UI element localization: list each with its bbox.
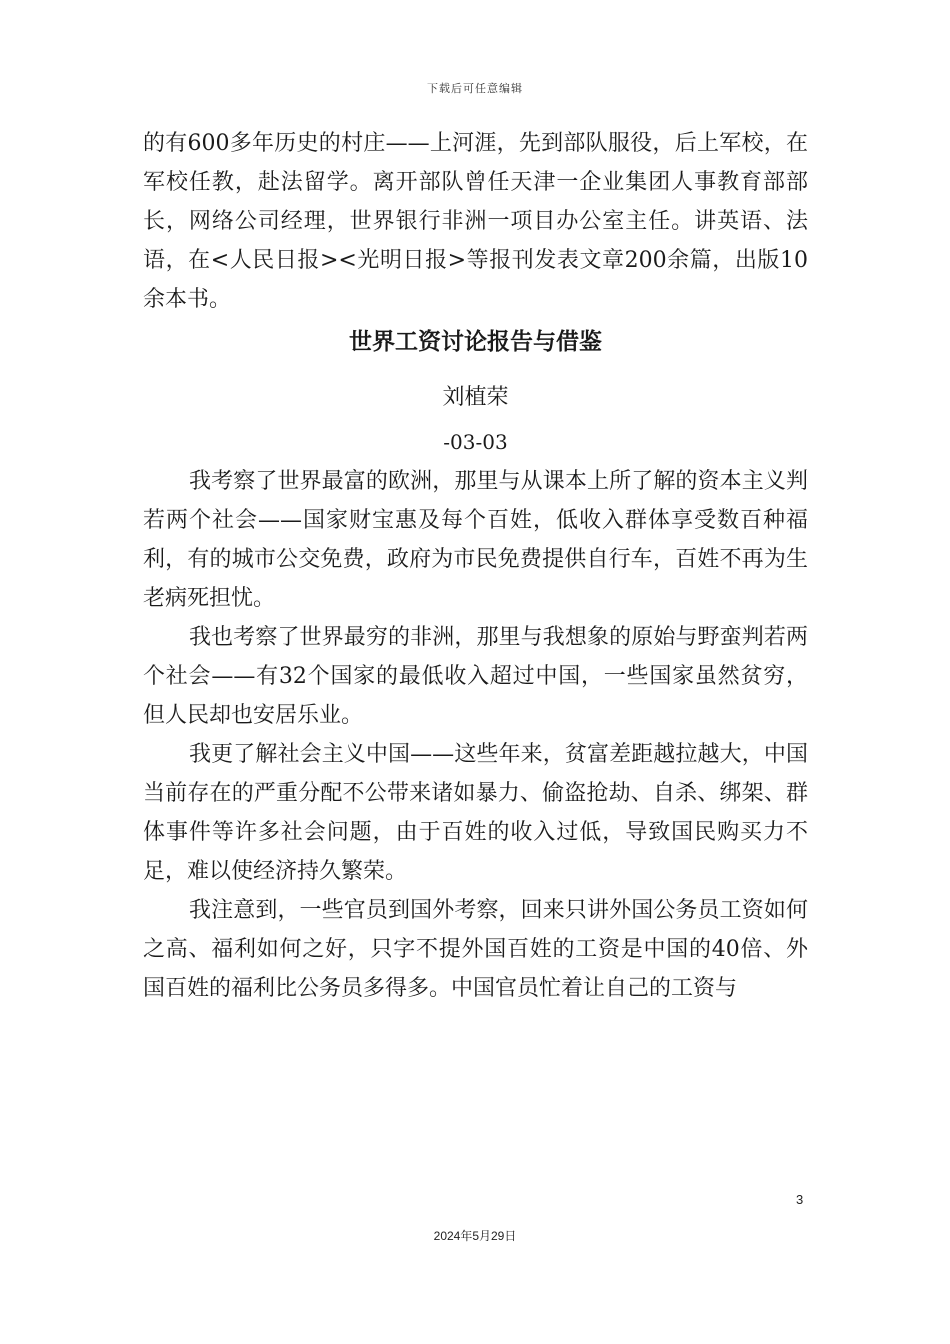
body-paragraph-4: 我注意到，一些官员到国外考察，回来只讲外国公务员工资如何之高、福利如何之好，只字不提外国百姓的工资是中国的40倍、外国百姓的福利比公务员多得多。中国官员忙着让自己的工资与 xyxy=(143,898,808,1001)
article-title: 世界工资讨论报告与借鉴 xyxy=(349,329,602,355)
intro-paragraph: 的有600多年历史的村庄——上河涯，先到部队服役，后上军校，在军校任教，赴法留学。离开部队曾任天津一企业集团人事教育部部长，网络公司经理，世界银行非洲一项目办公室主任。讲英语、法语，在<人民日报><光明日报>等报刊发表文章200余篇，出版10余本书。 xyxy=(143,131,808,312)
document-body xyxy=(143,124,808,1008)
page-number: 3 xyxy=(796,1192,804,1207)
footer-date: 2024年5月29日 xyxy=(433,1229,517,1243)
body-paragraph-1: 我考察了世界最富的欧洲，那里与从课本上所了解的资本主义判若两个社会——国家财宝惠及每个百姓，低收入群体享受数百种福利，有的城市公交免费，政府为市民免费提供自行车，百姓不再为生老病死担忧。 xyxy=(143,469,808,611)
article-date: -03-03 xyxy=(443,430,508,454)
article-author: 刘植荣 xyxy=(442,385,509,410)
body-paragraph-3: 我更了解社会主义中国——这些年来，贫富差距越拉越大，中国当前存在的严重分配不公带来诸如暴力、偷盗抢劫、自杀、绑架、群体事件等许多社会问题，由于百姓的收入过低，导致国民购买力不足，难以使经济持久繁荣。 xyxy=(143,742,808,884)
header-note: 下载后可任意编辑 xyxy=(427,82,523,95)
body-paragraph-2: 我也考察了世界最穷的非洲，那里与我想象的原始与野蛮判若两个社会——有32个国家的最低收入超过中国，一些国家虽然贫穷，但人民却也安居乐业。 xyxy=(143,625,808,728)
